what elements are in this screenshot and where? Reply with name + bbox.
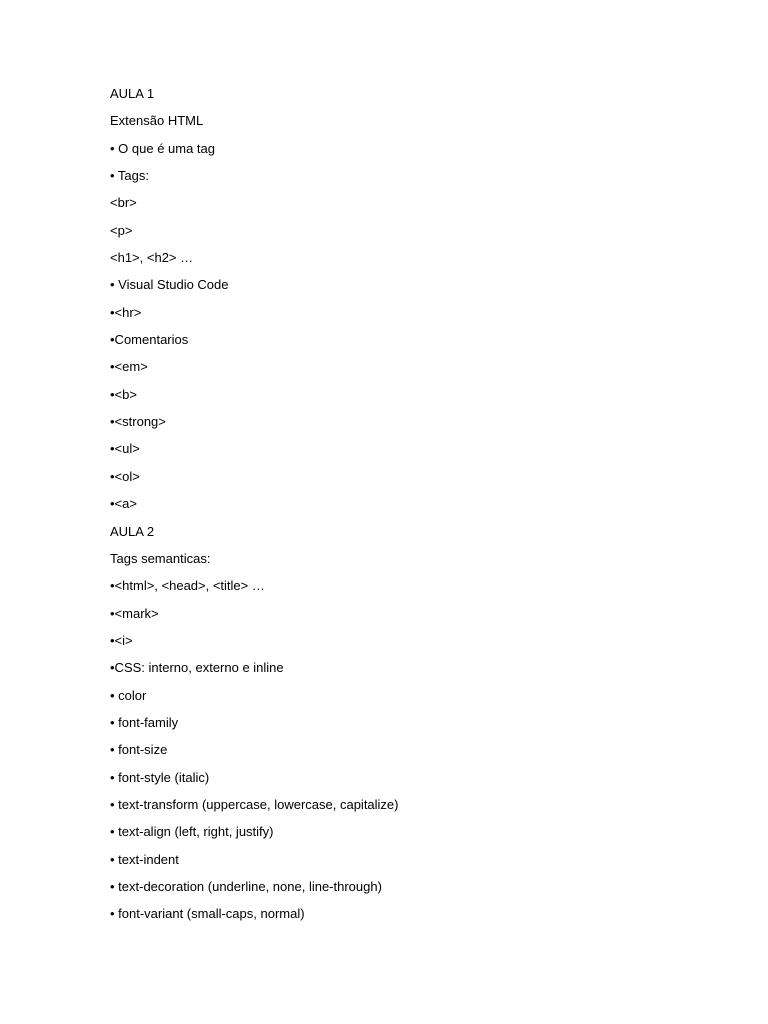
list-item: •<mark> [110, 605, 159, 621]
list-item: • font-family [110, 714, 179, 730]
list-item: •<html>, <head>, <title> … [110, 578, 265, 594]
list-item: •<b> [110, 386, 137, 402]
list-item: •<a> [110, 496, 137, 512]
list-item: •<em> [110, 359, 148, 375]
list-item: • text-transform (uppercase, lowercase, capitalize) [110, 796, 399, 812]
list-item: •<i> [110, 632, 133, 648]
list-item: •Comentarios [110, 332, 189, 348]
heading-aula-2: AULA 2 [110, 523, 155, 539]
list-item: •<ol> [110, 468, 140, 484]
text-line: <br> [110, 195, 137, 211]
list-item: •<hr> [110, 304, 142, 320]
list-item: • font-size [110, 742, 168, 758]
list-item: • text-align (left, right, justify) [110, 824, 274, 840]
list-item: • color [110, 687, 147, 703]
list-item: •<strong> [110, 414, 166, 430]
heading-aula-1: AULA 1 [110, 86, 155, 101]
list-item: • text-indent [110, 851, 179, 867]
list-item: • font-variant (small-caps, normal) [110, 906, 305, 922]
list-item: •<ul> [110, 441, 140, 457]
list-item: • Tags: [110, 168, 149, 184]
text-line: <p> [110, 222, 133, 238]
list-item: • font-style (italic) [110, 769, 210, 785]
text-line: Tags semanticas: [110, 550, 211, 566]
list-item: • Visual Studio Code [110, 277, 229, 293]
list-item: •CSS: interno, externo e inline [110, 660, 284, 676]
text-line: <h1>, <h2> … [110, 250, 194, 266]
list-item: • O que é uma tag [110, 140, 216, 156]
text-line: Extensão HTML [110, 113, 204, 129]
list-item: • text-decoration (underline, none, line-through) [110, 878, 382, 894]
document-body [110, 85, 710, 933]
